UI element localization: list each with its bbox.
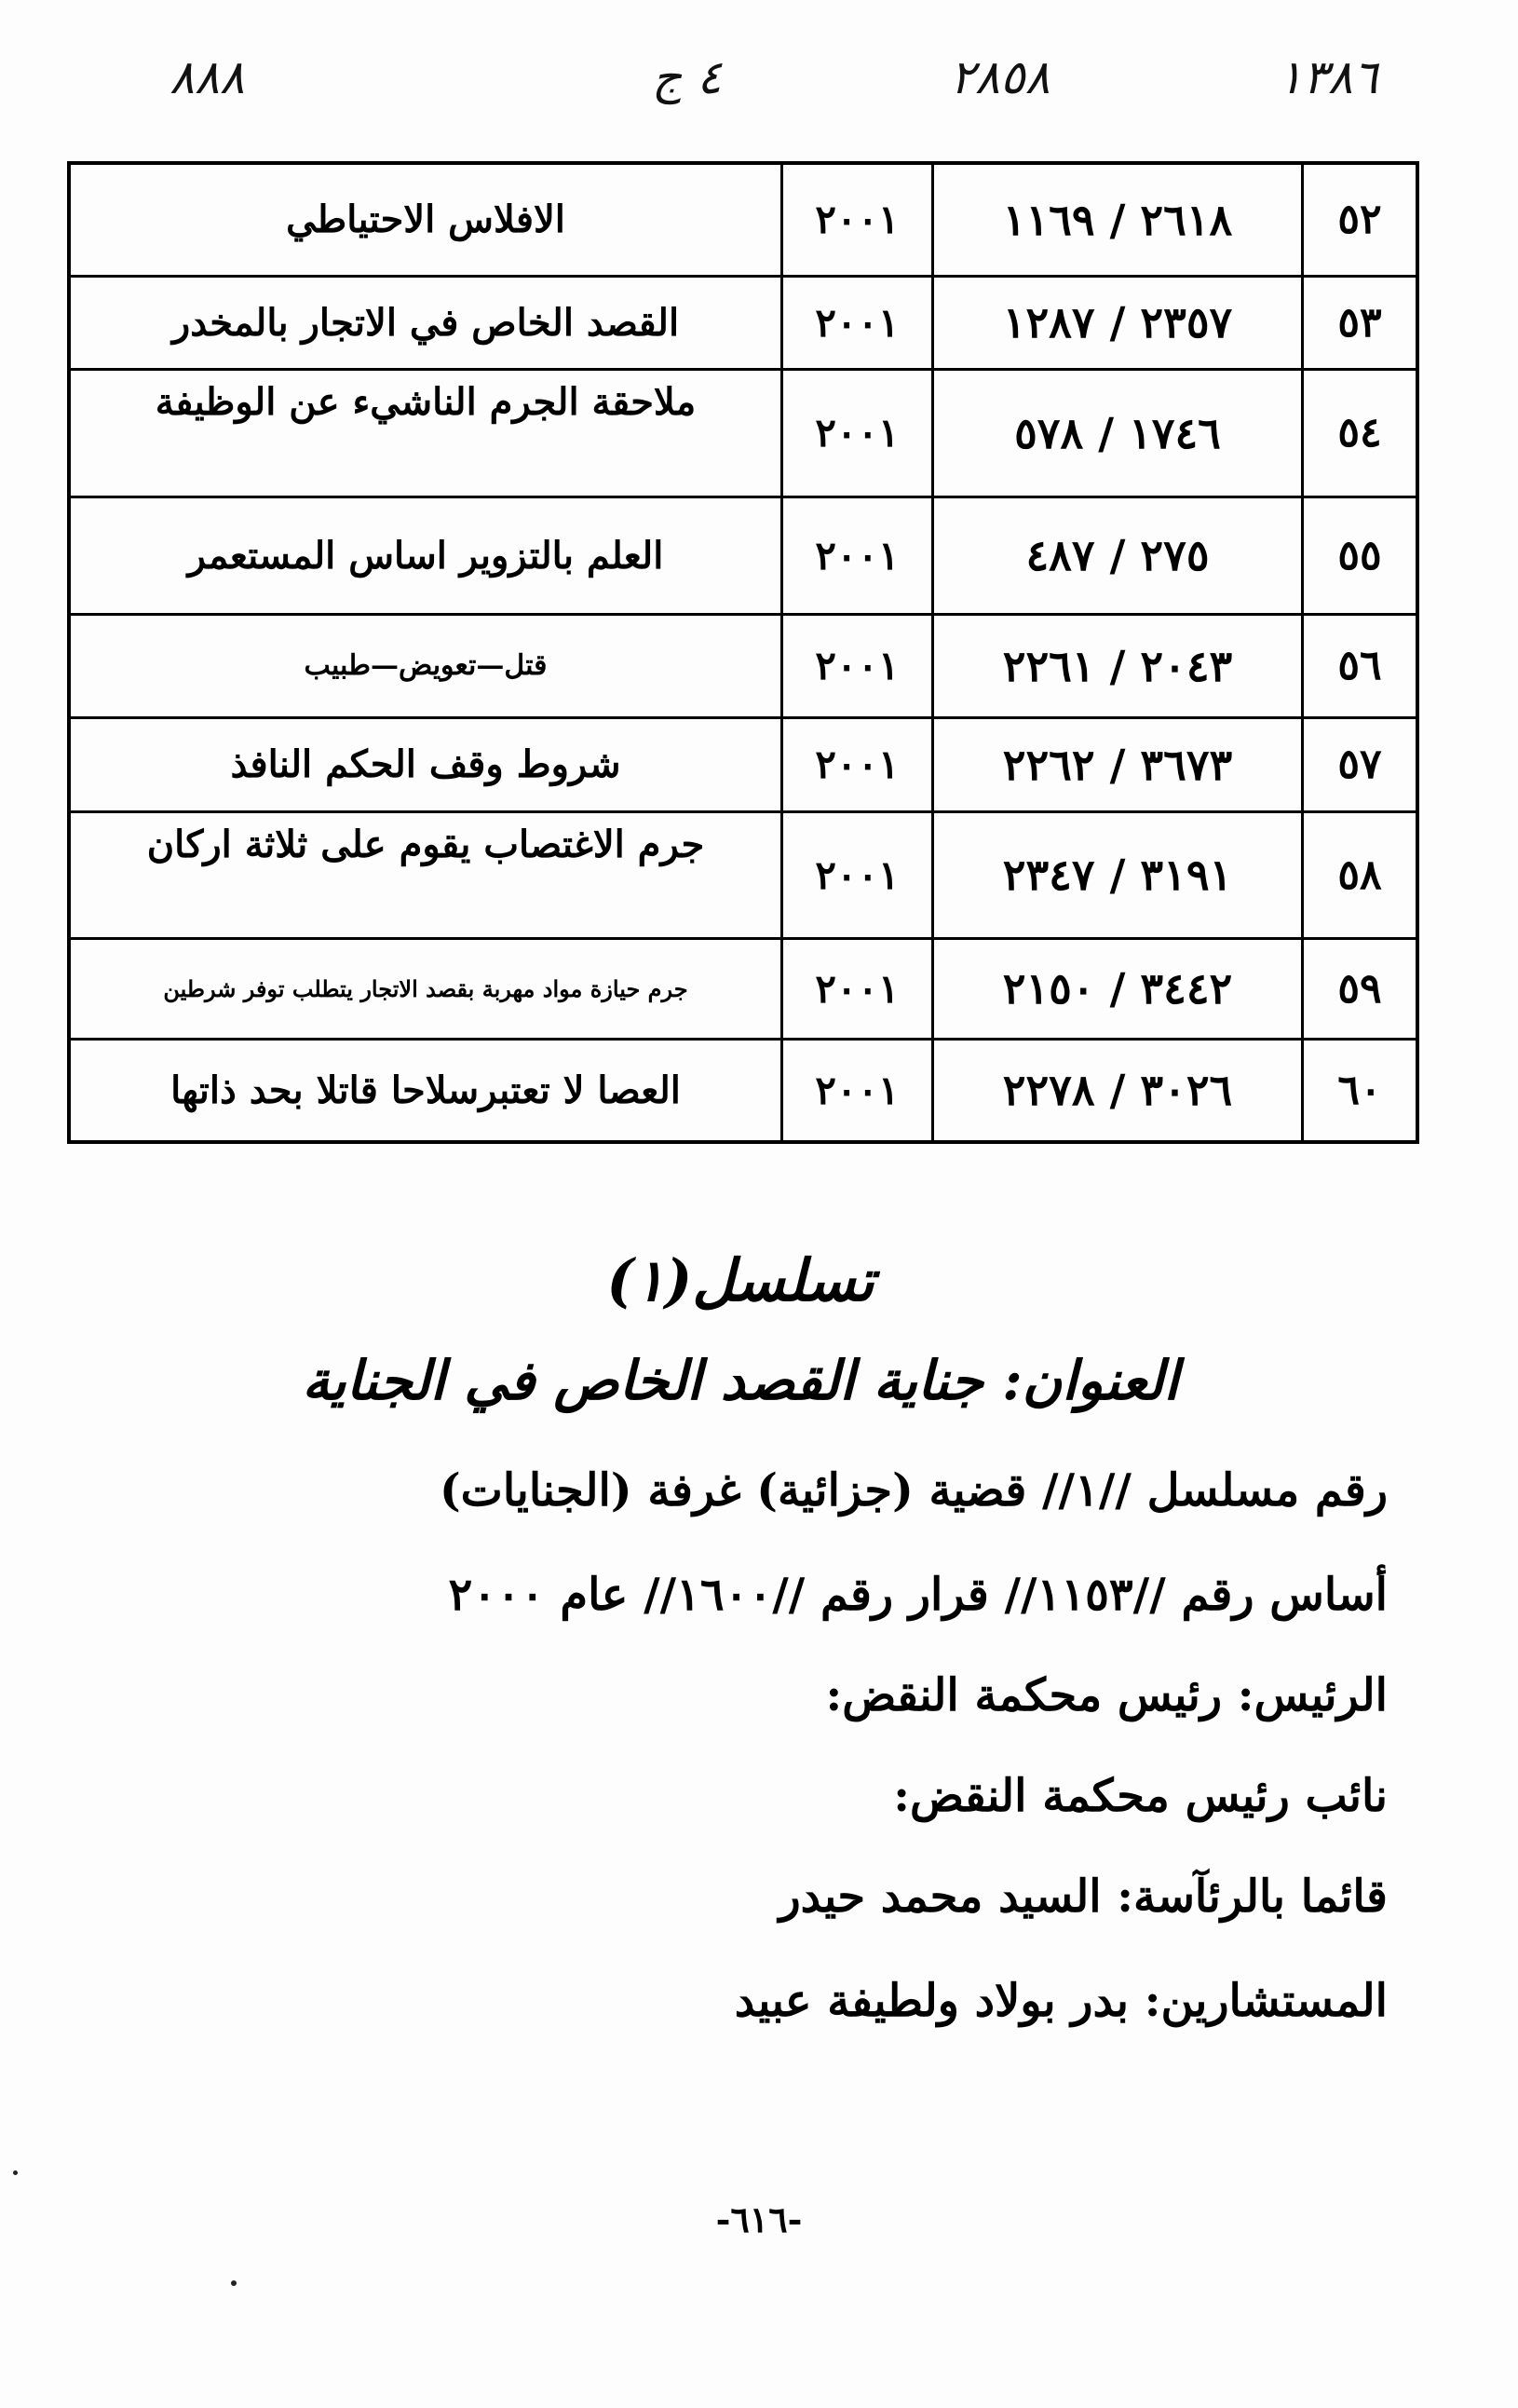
- row-subject: ملاحقة الجرم الناشيء عن الوظيفة: [69, 369, 782, 497]
- row-number: ٥٧: [1303, 717, 1418, 811]
- handwritten-note-2: ٢٨٥٨: [950, 50, 1050, 104]
- row-year: ٢٠٠١: [782, 811, 933, 938]
- row-subject: شروط وقف الحكم النافذ: [69, 717, 782, 811]
- row-year: ٢٠٠١: [782, 717, 933, 811]
- row-reference: ٣١٩١ / ٢٣٤٧: [933, 811, 1303, 938]
- row-number: ٥٩: [1303, 938, 1418, 1039]
- row-subject: جرم حيازة مواد مهربة بقصد الاتجار يتطلب توفر شرطين: [69, 938, 782, 1039]
- case-basis-line: أساس رقم //١١٥٣// قرار رقم //١٦٠٠// عام ٢٠٠٠: [448, 1569, 1388, 1621]
- row-subject: قتل—تعويض—طبيب: [69, 614, 782, 717]
- row-number: ٥٦: [1303, 614, 1418, 717]
- table-row: [69, 497, 1417, 614]
- row-subject: القصد الخاص في الاتجار بالمخدر: [69, 276, 782, 369]
- row-number: ٦٠: [1303, 1039, 1418, 1142]
- scan-speck: [231, 2280, 237, 2286]
- row-number: ٥٤: [1303, 369, 1418, 497]
- case-serial-line: رقم مسلسل //١// قضية (جزائية) غرفة (الجنايات): [439, 1464, 1388, 1517]
- row-reference: ١٧٤٦ / ٥٧٨: [933, 369, 1303, 497]
- row-reference: ٢٠٤٣ / ٢٢٦١: [933, 614, 1303, 717]
- rulings-table: [67, 161, 1419, 1144]
- row-year: ٢٠٠١: [782, 938, 933, 1039]
- table-row: [69, 369, 1417, 497]
- row-reference: ٢٦١٨ / ١١٦٩: [933, 163, 1303, 276]
- table-row: [69, 717, 1417, 811]
- row-year: ٢٠٠١: [782, 1039, 933, 1142]
- handwritten-note-3: ٤ ج: [652, 50, 723, 104]
- row-year: ٢٠٠١: [782, 614, 933, 717]
- row-reference: ٣٤٤٢ / ٢١٥٠: [933, 938, 1303, 1039]
- table-row: [69, 614, 1417, 717]
- row-number: ٥٥: [1303, 497, 1418, 614]
- table-row: [69, 1039, 1417, 1142]
- row-reference: ٢٣٥٧ / ١٢٨٧: [933, 276, 1303, 369]
- case-acting-president-line: قائما بالرئآسة: السيد محمد حيدر: [779, 1871, 1388, 1923]
- row-number: ٥٨: [1303, 811, 1418, 938]
- row-number: ٥٣: [1303, 276, 1418, 369]
- row-year: ٢٠٠١: [782, 276, 933, 369]
- case-title: العنوان: جناية القصد الخاص في الجناية: [302, 1349, 1179, 1412]
- page-number: -٦١٦-: [715, 2198, 803, 2240]
- row-number: ٥٢: [1303, 163, 1418, 276]
- case-vice-president-line: نائب رئيس محكمة النقض:: [893, 1770, 1388, 1822]
- row-year: ٢٠٠١: [782, 163, 933, 276]
- serial-heading: تسلسل(١): [606, 1246, 874, 1314]
- row-subject: الافلاس الاحتياطي: [69, 163, 782, 276]
- table-row: [69, 938, 1417, 1039]
- row-reference: ٢٧٥ / ٤٨٧: [933, 497, 1303, 614]
- table-row: [69, 163, 1417, 276]
- row-subject: العلم بالتزوير اساس المستعمر: [69, 497, 782, 614]
- row-subject: جرم الاغتصاب يقوم على ثلاثة اركان: [69, 811, 782, 938]
- handwritten-note-1: ١٣٨٦: [1278, 50, 1378, 104]
- row-reference: ٣٦٧٣ / ٢٢٦٢: [933, 717, 1303, 811]
- row-reference: ٣٠٢٦ / ٢٢٧٨: [933, 1039, 1303, 1142]
- table-row: [69, 276, 1417, 369]
- row-subject: العصا لا تعتبرسلاحا قاتلا بحد ذاتها: [69, 1039, 782, 1142]
- table-row: [69, 811, 1417, 938]
- scan-speck: [13, 2170, 18, 2175]
- case-counselors-line: المستشارين: بدر بولاد ولطيفة عبيد: [734, 1975, 1388, 2027]
- handwritten-note-4: ٨٨٨: [169, 50, 245, 104]
- case-president-line: الرئيس: رئيس محكمة النقض:: [825, 1669, 1388, 1721]
- row-year: ٢٠٠١: [782, 497, 933, 614]
- row-year: ٢٠٠١: [782, 369, 933, 497]
